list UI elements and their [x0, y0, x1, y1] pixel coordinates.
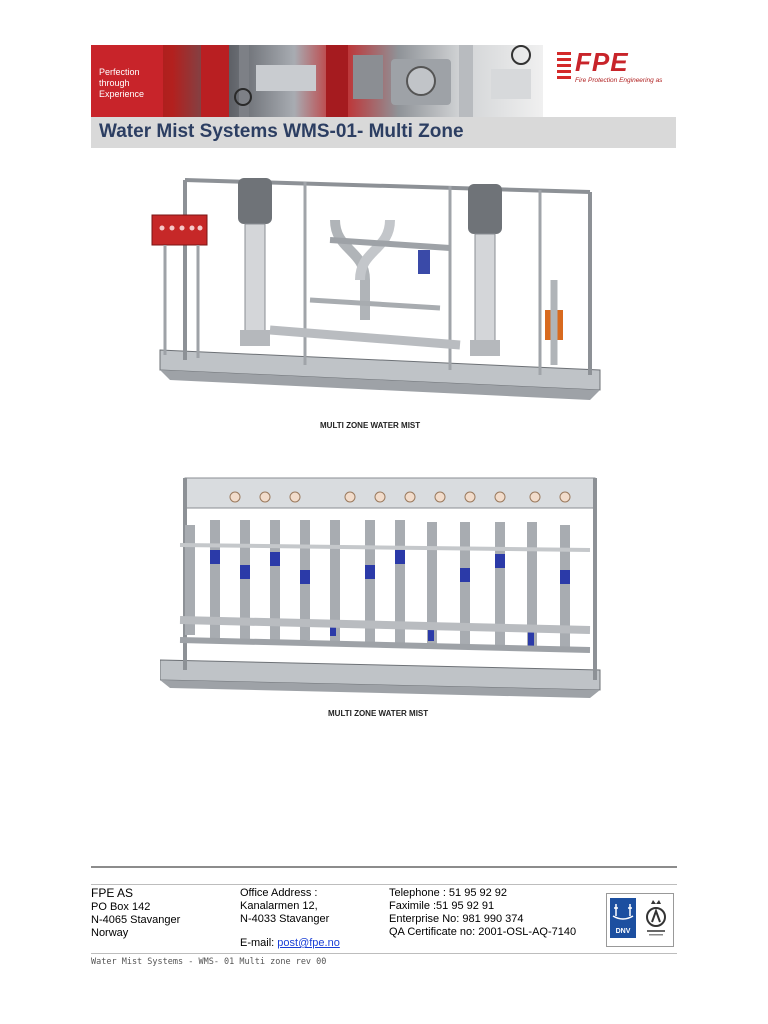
- valve-manifold-illustration: [160, 470, 605, 698]
- logo-text: FPE: [575, 47, 629, 77]
- footer-divider: [91, 866, 677, 868]
- page-title: Water Mist Systems WMS-01- Multi Zone: [99, 121, 464, 142]
- banner-tagline: [99, 67, 144, 100]
- footer-company-address: [91, 887, 180, 940]
- office-postal: N-4033 Stavanger: [240, 913, 330, 925]
- company-name: FPE AS: [91, 886, 134, 900]
- document-id: Water Mist Systems - WMS- 01 Multi zone rev 00: [91, 957, 327, 967]
- footer-divider: [91, 884, 677, 885]
- pump-skid-illustration: [150, 170, 605, 410]
- fpe-logo: [557, 49, 672, 89]
- figure-caption: MULTI ZONE WATER MIST: [328, 709, 429, 718]
- title-bar: [91, 117, 676, 148]
- dnv-label: DNV: [615, 928, 631, 935]
- postal-code: N-4065 Stavanger: [91, 914, 181, 926]
- fax: Faximile :51 95 92 91: [389, 900, 495, 912]
- footer-contact: [389, 887, 576, 939]
- po-box: PO Box 142: [91, 901, 151, 913]
- email-link[interactable]: post@fpe.no: [277, 937, 340, 949]
- office-label: Office Address :: [240, 887, 318, 899]
- footer-office-address: [240, 887, 329, 926]
- certification-badge: [606, 893, 674, 947]
- dnv-logo-icon: [610, 898, 636, 938]
- logo-subtitle: Fire Protection Engineering as: [575, 77, 663, 84]
- footer-email: [240, 937, 340, 949]
- accreditation-seal-icon: [643, 900, 669, 940]
- tagline-line: through: [99, 78, 130, 88]
- dnv-ship-icon: [610, 898, 636, 924]
- enterprise-number: Enterprise No: 981 990 374: [389, 913, 524, 925]
- footer-divider: [91, 953, 677, 954]
- office-street: Kanalarmen 12,: [240, 900, 318, 912]
- figure-caption: MULTI ZONE WATER MIST: [320, 421, 421, 430]
- figure-valve-manifold: [160, 470, 605, 698]
- header-banner: [91, 45, 676, 117]
- country: Norway: [91, 927, 129, 939]
- figure-pump-skid: [150, 170, 605, 410]
- logo-stripes-icon: [557, 52, 571, 82]
- email-label: E-mail:: [240, 937, 278, 949]
- tagline-line: Experience: [99, 89, 145, 99]
- qa-certificate: QA Certificate no: 2001-OSL-AQ-7140: [389, 926, 577, 938]
- telephone: Telephone : 51 95 92 92: [389, 887, 508, 899]
- tagline-line: Perfection: [99, 67, 140, 77]
